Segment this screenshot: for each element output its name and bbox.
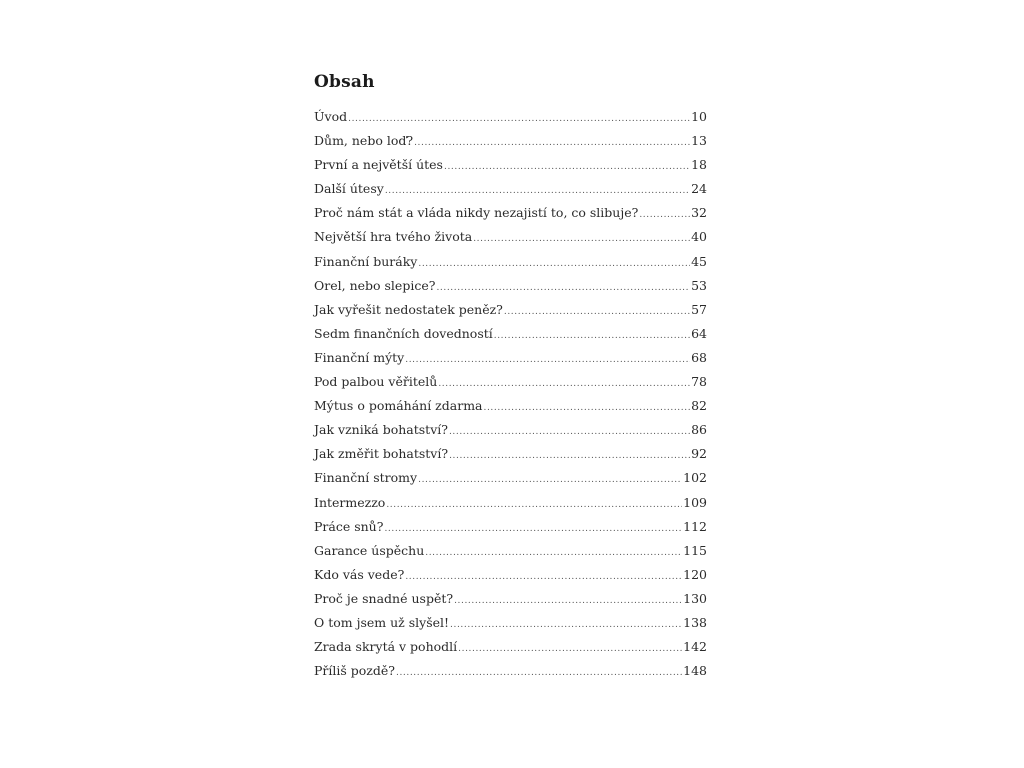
dot-leader xyxy=(473,234,690,244)
toc-entry-title: Intermezzo xyxy=(314,494,386,510)
toc-entry xyxy=(314,470,707,494)
toc-entry-title: Finanční mýty xyxy=(314,349,405,365)
toc-entry-title: Garance úspěchu xyxy=(314,542,425,558)
toc-entry-title: Jak vzniká bohatství? xyxy=(314,422,448,438)
toc-entry-page-number: 82 xyxy=(691,398,707,414)
toc-entry-page-number: 13 xyxy=(691,133,707,149)
dot-leader xyxy=(385,186,690,196)
toc-entry-title: Finanční buráky xyxy=(314,253,418,269)
toc-entry-page-number: 115 xyxy=(683,542,707,558)
toc-entry-page-number: 18 xyxy=(691,157,707,173)
toc-entry-page-number: 120 xyxy=(683,566,707,582)
toc-entry-page-number: 109 xyxy=(683,494,707,510)
toc-entry-title: Mýtus o pomáhání zdarma xyxy=(314,398,483,414)
toc-entry-page-number: 102 xyxy=(683,470,707,486)
toc-entry-page-number: 112 xyxy=(683,518,707,534)
toc-entry-page-number: 57 xyxy=(691,301,707,317)
dot-leader xyxy=(425,548,682,558)
toc-entry xyxy=(314,422,707,446)
dot-leader xyxy=(418,475,682,485)
dot-leader xyxy=(418,259,690,269)
toc-entry xyxy=(314,495,707,519)
toc-entry-title: Proč je snadné uspět? xyxy=(314,590,454,606)
dot-leader xyxy=(458,644,682,654)
toc-entry-page-number: 32 xyxy=(691,205,707,221)
toc-entry xyxy=(314,326,707,350)
toc-entry xyxy=(314,639,707,663)
toc-entry xyxy=(314,519,707,543)
toc-entry-page-number: 142 xyxy=(683,639,707,655)
dot-leader xyxy=(484,403,691,413)
toc-entry-page-number: 138 xyxy=(683,614,707,630)
toc-entry-page-number: 86 xyxy=(691,422,707,438)
dot-leader xyxy=(386,500,682,510)
toc-entry xyxy=(314,350,707,374)
toc-entry-page-number: 92 xyxy=(691,446,707,462)
toc-entry-page-number: 64 xyxy=(691,325,707,341)
toc-entry-title: Další útesy xyxy=(314,181,384,197)
toc-entry-title: Kdo vás vede? xyxy=(314,566,405,582)
dot-leader xyxy=(504,307,690,317)
dot-leader xyxy=(639,210,690,220)
toc-entry-page-number: 40 xyxy=(691,229,707,245)
toc-entry xyxy=(314,374,707,398)
toc-entry xyxy=(314,109,707,133)
toc-entry-page-number: 78 xyxy=(691,374,707,390)
toc-entry xyxy=(314,133,707,157)
toc-entry-page-number: 53 xyxy=(691,277,707,293)
dot-leader xyxy=(405,572,682,582)
toc-entry-title: Jak vyřešit nedostatek peněz? xyxy=(314,301,503,317)
toc-entry-title: Finanční stromy xyxy=(314,470,418,486)
toc-entry xyxy=(314,663,707,687)
dot-leader xyxy=(396,668,682,678)
toc-entry xyxy=(314,278,707,302)
toc-entry xyxy=(314,157,707,181)
toc-entry-title: Sedm finančních dovedností xyxy=(314,325,493,341)
toc-entry xyxy=(314,254,707,278)
toc-entry-page-number: 148 xyxy=(683,663,707,679)
dot-leader xyxy=(444,162,690,172)
toc-entry xyxy=(314,446,707,470)
toc-entry-title: Orel, nebo slepice? xyxy=(314,277,436,293)
toc-entry-title: Zrada skrytá v pohodlí xyxy=(314,639,458,655)
dot-leader xyxy=(449,427,690,437)
dot-leader xyxy=(348,114,690,124)
toc-entry-title: Proč nám stát a vláda nikdy nezajistí to, co slibuje? xyxy=(314,205,639,221)
dot-leader xyxy=(438,379,690,389)
dot-leader xyxy=(384,524,682,534)
toc-heading: Obsah xyxy=(314,72,375,92)
toc-entry-title: Jak změřit bohatství? xyxy=(314,446,449,462)
toc-entry-page-number: 10 xyxy=(691,109,707,124)
toc-entry-page-number: 24 xyxy=(691,181,707,197)
toc-entry-title: Příliš pozdě? xyxy=(314,663,395,679)
toc-entry xyxy=(314,615,707,639)
dot-leader xyxy=(414,138,690,148)
toc-entry xyxy=(314,398,707,422)
toc-entry-page-number: 68 xyxy=(691,349,707,365)
toc-entry xyxy=(314,567,707,591)
dot-leader xyxy=(454,596,682,606)
toc-entry xyxy=(314,229,707,253)
toc-entry-title: První a největší útes xyxy=(314,157,443,173)
dot-leader xyxy=(449,451,690,461)
toc-entry-title: Práce snů? xyxy=(314,518,384,534)
toc-entry-title: Úvod xyxy=(314,109,348,124)
toc-entry xyxy=(314,302,707,326)
toc-entry-page-number: 45 xyxy=(691,253,707,269)
table-of-contents xyxy=(314,109,707,687)
dot-leader xyxy=(405,355,690,365)
toc-entry-page-number: 130 xyxy=(683,590,707,606)
toc-entry xyxy=(314,543,707,567)
toc-entry-title: Dům, nebo loď? xyxy=(314,133,414,149)
dot-leader xyxy=(436,283,690,293)
dot-leader xyxy=(450,620,682,630)
toc-entry xyxy=(314,205,707,229)
toc-entry xyxy=(314,591,707,615)
toc-entry xyxy=(314,181,707,205)
toc-entry-title: O tom jsem už slyšel! xyxy=(314,614,450,630)
dot-leader xyxy=(494,331,690,341)
toc-entry-title: Největší hra tvého života xyxy=(314,229,473,245)
toc-entry-title: Pod palbou věřitelů xyxy=(314,374,438,390)
